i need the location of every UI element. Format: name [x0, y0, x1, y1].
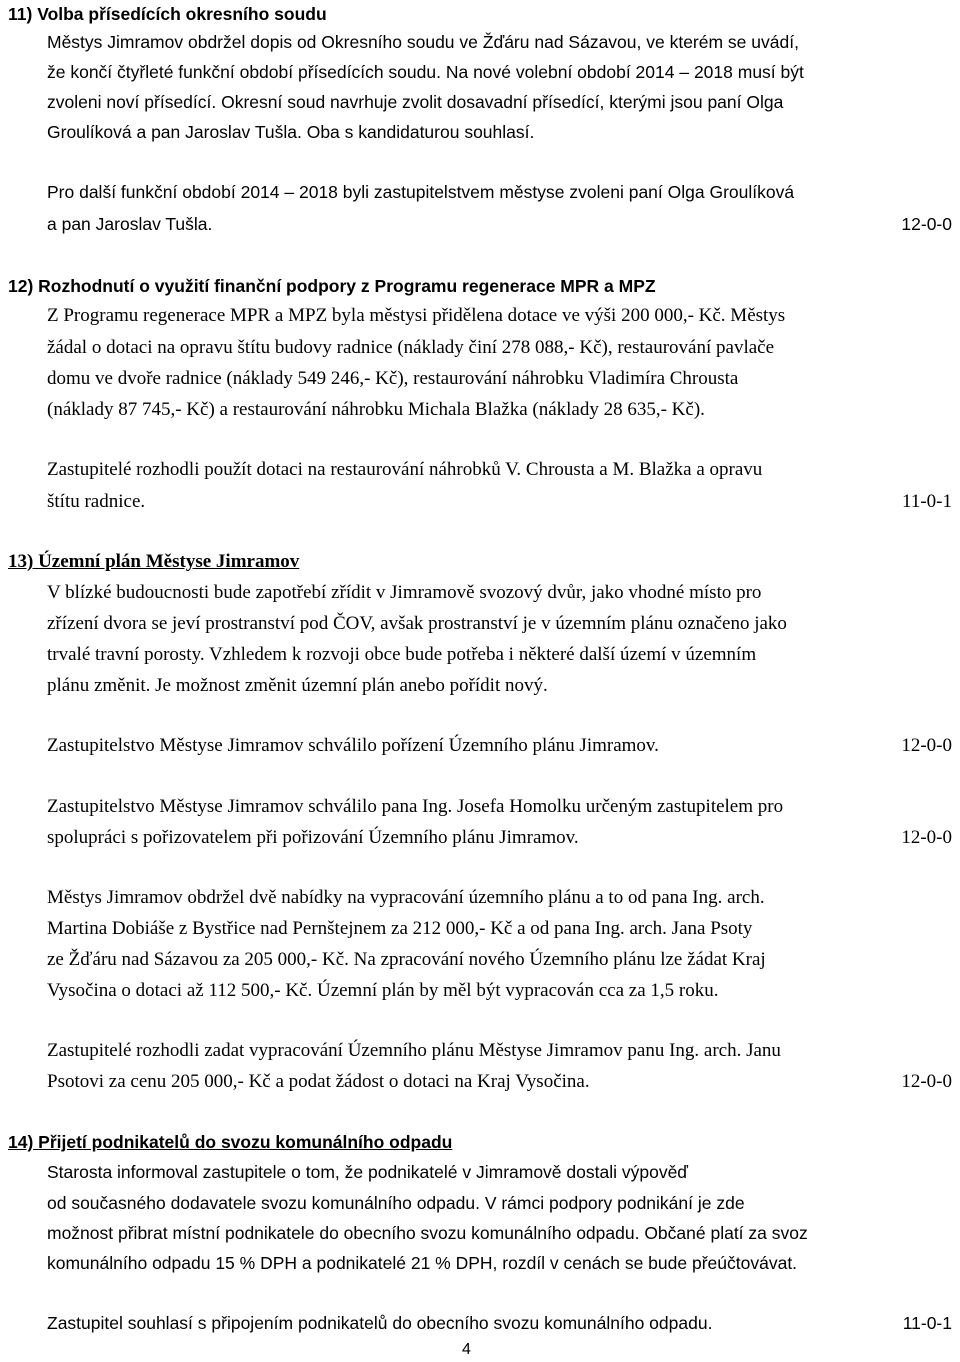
s14-p1-line-1: Starosta informoval zastupitele o tom, že podnikatelé v Jimramově dostali výpověď: [47, 1162, 689, 1182]
s11-p2-line-2: a pan Jaroslav Tušla.: [47, 214, 213, 234]
s14-p1-line-4: komunálního odpadu 15 % DPH a podnikatelé 21 % DPH, rozdíl v cenách se bude přeúčtovávat.: [47, 1253, 798, 1273]
s14-p2-line-1: Zastupitel souhlasí s připojením podnikatelů do obecního svozu komunálního odpadu.: [47, 1313, 713, 1333]
s13-p1-line-4: plánu změnit. Je možnost změnit územní plán anebo pořídit nový.: [47, 675, 548, 696]
s14-p1-line-2: od současného dodavatele svozu komunálního odpadu. V rámci podpory podnikání je zde: [47, 1193, 745, 1213]
s11-p1-line-3: zvoleni noví přísedící. Okresní soud navrhuje zvolit dosavadní přísedící, kterými jsou paní Olga: [47, 92, 784, 112]
s13-p5-line-1: Zastupitelé rozhodli zadat vypracování Územního plánu Městyse Jimramov panu Ing. arch. Janu: [47, 1040, 781, 1061]
s13-p5-vote-result: 12-0-0: [901, 1071, 952, 1092]
s14-p2-vote-result: 11-0-1: [902, 1313, 952, 1333]
s13-p1-line-2: zřízení dvora se jeví prostranství pod ČOV, avšak prostranství je v územním plánu označeno jako: [47, 613, 787, 634]
s13-p2-line-1: Zastupitelstvo Městyse Jimramov schválilo pořízení Územního plánu Jimramov.: [47, 735, 659, 756]
s12-p1-line-1: Z Programu regenerace MPR a MPZ byla městysi přidělena dotace ve výši 200 000,- Kč. Městys: [47, 305, 786, 326]
s12-p1-line-2: žádal o dotaci na opravu štítu budovy radnice (náklady činí 278 088,- Kč), restaurování pavlače: [47, 337, 775, 358]
s13-p4-line-2: Martina Dobiáše z Bystřice nad Pernštejnem za 212 000,- Kč a od pana Ing. arch. Jana Psoty: [47, 918, 753, 939]
s13-p4-line-3: ze Žďáru nad Sázavou za 205 000,- Kč. Na zpracování nového Územního plánu lze žádat Kraj: [47, 949, 766, 970]
section-14-heading: 14) Přijetí podnikatelů do svozu komunálního odpadu: [8, 1132, 453, 1152]
page-number: 4: [462, 1341, 471, 1358]
s14-p1-line-3: možnost přibrat místní podnikatele do obecního svozu komunálního odpadu. Občané platí za svoz: [47, 1223, 808, 1243]
s11-p1-line-4: Groulíková a pan Jaroslav Tušla. Oba s kandidaturou souhlasí.: [47, 122, 535, 142]
s12-vote-result: 11-0-1: [902, 491, 952, 512]
section-12-heading: 12) Rozhodnutí o využití finanční podpory z Programu regenerace MPR a MPZ: [8, 276, 656, 296]
s11-vote-result: 12-0-0: [901, 214, 952, 234]
s13-p3-vote-result: 12-0-0: [901, 827, 952, 848]
s12-p1-line-3: domu ve dvoře radnice (náklady 549 246,- Kč), restaurování náhrobku Vladimíra Chrousta: [47, 368, 739, 389]
s13-p4-line-1: Městys Jimramov obdržel dvě nabídky na vypracování územního plánu a to od pana Ing. arch.: [47, 887, 765, 908]
s12-p1-line-4: (náklady 87 745,- Kč) a restaurování náhrobku Michala Blažka (náklady 28 635,- Kč).: [47, 399, 705, 420]
s11-p2-line-1: Pro další funkční období 2014 – 2018 byli zastupitelstvem městyse zvoleni paní Olga Groulíková: [47, 182, 795, 202]
s13-p2-vote-result: 12-0-0: [901, 735, 952, 756]
s13-p3-line-2: spolupráci s pořizovatelem při pořizování Územního plánu Jimramov.: [47, 827, 579, 848]
s13-p1-line-3: trvalé travní porosty. Vzhledem k rozvoji obce bude potřeba i některé další území v územním: [47, 644, 757, 665]
section-11-heading: 11) Volba přísedících okresního soudu: [8, 4, 327, 24]
s11-p1-line-1: Městys Jimramov obdržel dopis od Okresního soudu ve Žďáru nad Sázavou, ve kterém se uvádí,: [47, 32, 799, 52]
s11-p1-line-2: že končí čtyřleté funkční období přísedících soudu. Na nové volební období 2014 – 2018 musí být: [47, 62, 804, 82]
s13-p4-line-4: Vysočina o dotaci až 112 500,- Kč. Územní plán by měl být vypracován cca za 1,5 roku.: [47, 980, 719, 1001]
s12-p2-line-1: Zastupitelé rozhodli použít dotaci na restaurování náhrobků V. Chrousta a M. Blažka a opravu: [47, 459, 763, 480]
s13-p5-line-2: Psotovi za cenu 205 000,- Kč a podat žádost o dotaci na Kraj Vysočina.: [47, 1071, 590, 1092]
s12-p2-line-2: štítu radnice.: [47, 491, 146, 512]
section-13-heading: 13) Územní plán Městyse Jimramov: [8, 551, 300, 572]
s13-p3-line-1: Zastupitelstvo Městyse Jimramov schválilo pana Ing. Josefa Homolku určeným zastupitelem pro: [47, 796, 784, 817]
s13-p1-line-1: V blízké budoucnosti bude zapotřebí zřídit v Jimramově svozový dvůr, jako vhodné místo pro: [47, 582, 762, 603]
